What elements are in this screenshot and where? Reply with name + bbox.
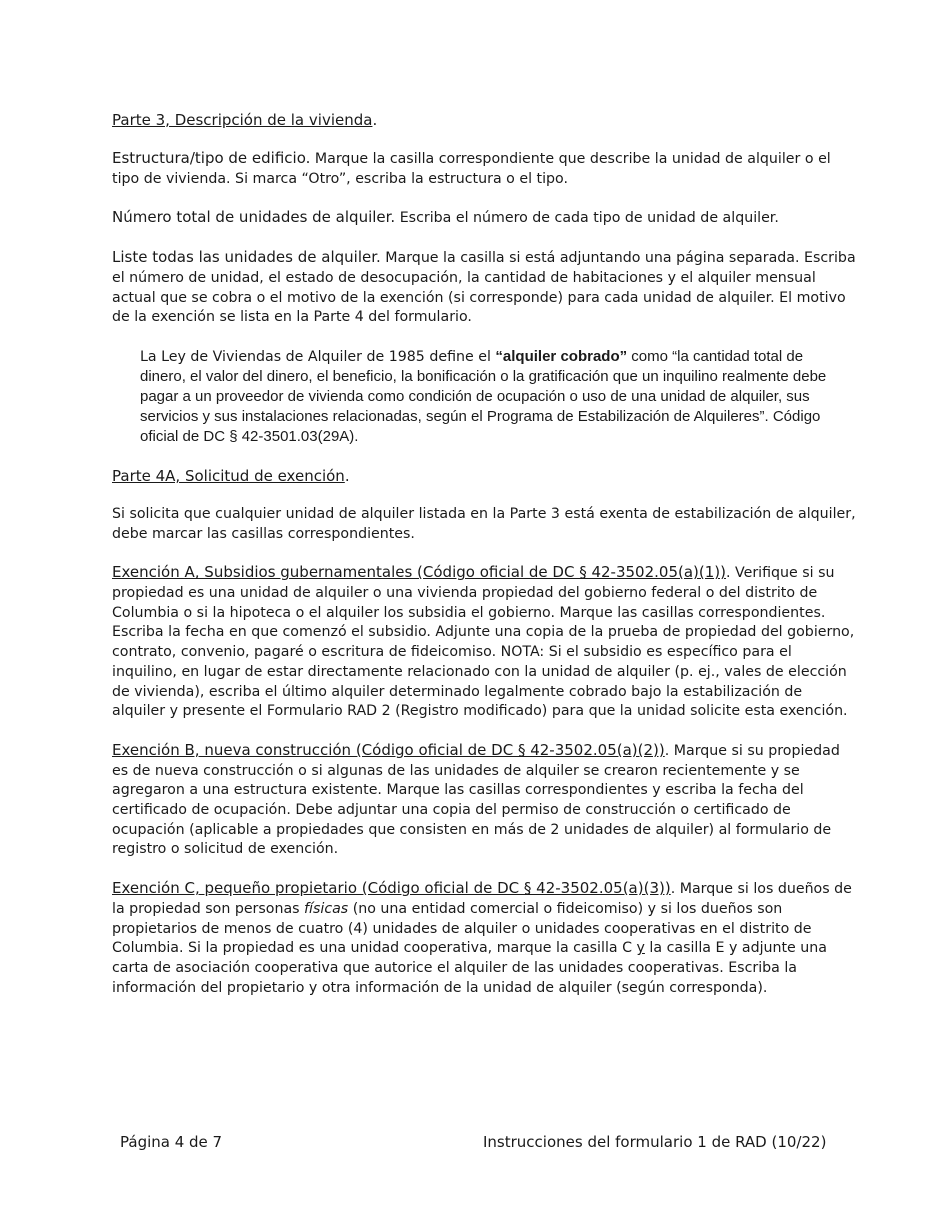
exemption-b-heading: Exención B, nueva construcción (Código oficial de DC § 42-3502.05(a)(2)) bbox=[112, 740, 665, 759]
units-paragraph: Número total de unidades de alquiler. Escriba el número de cada tipo de unidad de alquiler. bbox=[112, 208, 779, 227]
form-reference: Instrucciones del formulario 1 de RAD (10/22) bbox=[483, 1133, 827, 1151]
rent-charged-definition: La Ley de Viviendas de Alquiler de 1985 define el “alquiler cobrado” como “la cantidad total de dinero, el valor del dinero, el beneficio, la bonificación o la gratificación que un inquilino realmente debe pagar a un proveedor de vivienda como condición de ocupación o uso de una unidad de alquiler, sus servicios y sus instalaciones relacionadas, según el Programa de Estabilización de Alquileres”. Código oficial de DC § 42-3501.03(29A). bbox=[140, 347, 827, 445]
exemption-c-heading: Exención C, pequeño propietario (Código oficial de DC § 42-3502.05(a)(3)) bbox=[112, 879, 671, 898]
list-units-paragraph: Liste todas las unidades de alquiler. Marque la casilla si está adjuntando una página separada. Escriba el número de unidad, el estado de desocupación, la cantidad de habitaciones y el alquiler mensual actual que se cobra o el motivo de la exención (si corresponde) para cada unidad de alquiler. El motivo de la exención se lista en la Parte 4 del formulario. bbox=[112, 248, 856, 326]
exemption-c-paragraph: Exención C, pequeño propietario (Código oficial de DC § 42-3502.05(a)(3)). Marque si los dueños de la propiedad son personas físicas (no una entidad comercial o fideicomiso) y si los dueños son propietarios de menos de cuatro (4) unidades de alquiler o unidades cooperativas en el distrito de Columbia. Si la propiedad es una unidad cooperativa, marque la casilla C y la casilla E y adjunte una carta de asociación cooperativa que autorice el alquiler de las unidades cooperativas. Escriba la información del propietario y otra información de la unidad de alquiler (según corresponda). bbox=[112, 879, 852, 996]
part4a-heading-text: Parte 4A, Solicitud de exención bbox=[112, 466, 345, 485]
structure-paragraph: Estructura/tipo de edificio. Marque la casilla correspondiente que describe la unidad de alquiler o el tipo de vivienda. Si marca “Otro”, escriba la estructura o el tipo. bbox=[112, 149, 831, 187]
exemption-b-paragraph: Exención B, nueva construcción (Código oficial de DC § 42-3502.05(a)(2)). Marque si su propiedad es de nueva construcción o si algunas de las unidades de alquiler se crearon recientemente y se agregaron a una estructura existente. Marque las casillas correspondientes y escriba la fecha del certificado de ocupación. Debe adjuntar una copia del permiso de construcción o certificado de ocupación (aplicable a propiedades que consisten en más de 2 unidades de alquiler) al formulario de registro o solicitud de exención. bbox=[112, 740, 840, 858]
page-number: Página 4 de 7 bbox=[120, 1133, 223, 1151]
rent-charged-term: “alquiler cobrado” bbox=[495, 347, 628, 365]
exemption-a-heading: Exención A, Subsidios gubernamentales (Código oficial de DC § 42-3502.05(a)(1)) bbox=[112, 563, 726, 582]
part3-heading: Parte 3, Descripción de la vivienda. bbox=[112, 111, 378, 129]
units-lead: Número total de unidades de alquiler. bbox=[112, 208, 396, 227]
part3-heading-text: Parte 3, Descripción de la vivienda bbox=[112, 111, 373, 129]
list-units-lead: Liste todas las unidades de alquiler. bbox=[112, 248, 381, 267]
structure-lead: Estructura/tipo de edificio. bbox=[112, 149, 311, 167]
exemption-intro: Si solicita que cualquier unidad de alquiler listada en la Parte 3 está exenta de estabilización de alquiler, debe marcar las casillas correspondientes. bbox=[112, 505, 856, 542]
document-page bbox=[112, 110, 857, 998]
exemption-a-paragraph: Exención A, Subsidios gubernamentales (Código oficial de DC § 42-3502.05(a)(1)). Verifique si su propiedad es una unidad de alquiler o una vivienda propiedad del gobierno federal o del distrito de Columbia o si la hipoteca o el alquiler los subsidia el gobierno. Marque las casillas correspondientes. Escriba la fecha en que comenzó el subsidio. Adjunte una copia de la prueba de propiedad del gobierno, contrato, convenio, pagaré o escritura de fideicomiso. NOTA: Si el subsidio es específico para el inquilino, en lugar de estar directamente relacionado con la unidad de alquiler (p. ej., vales de elección de vivienda), escriba el último alquiler determinado legalmente cobrado bajo la estabilización de alquiler y presente el Formulario RAD 2 (Registro modificado) para que la unidad solicite esta exención. bbox=[112, 563, 855, 720]
part4a-heading: Parte 4A, Solicitud de exención. bbox=[112, 466, 350, 485]
